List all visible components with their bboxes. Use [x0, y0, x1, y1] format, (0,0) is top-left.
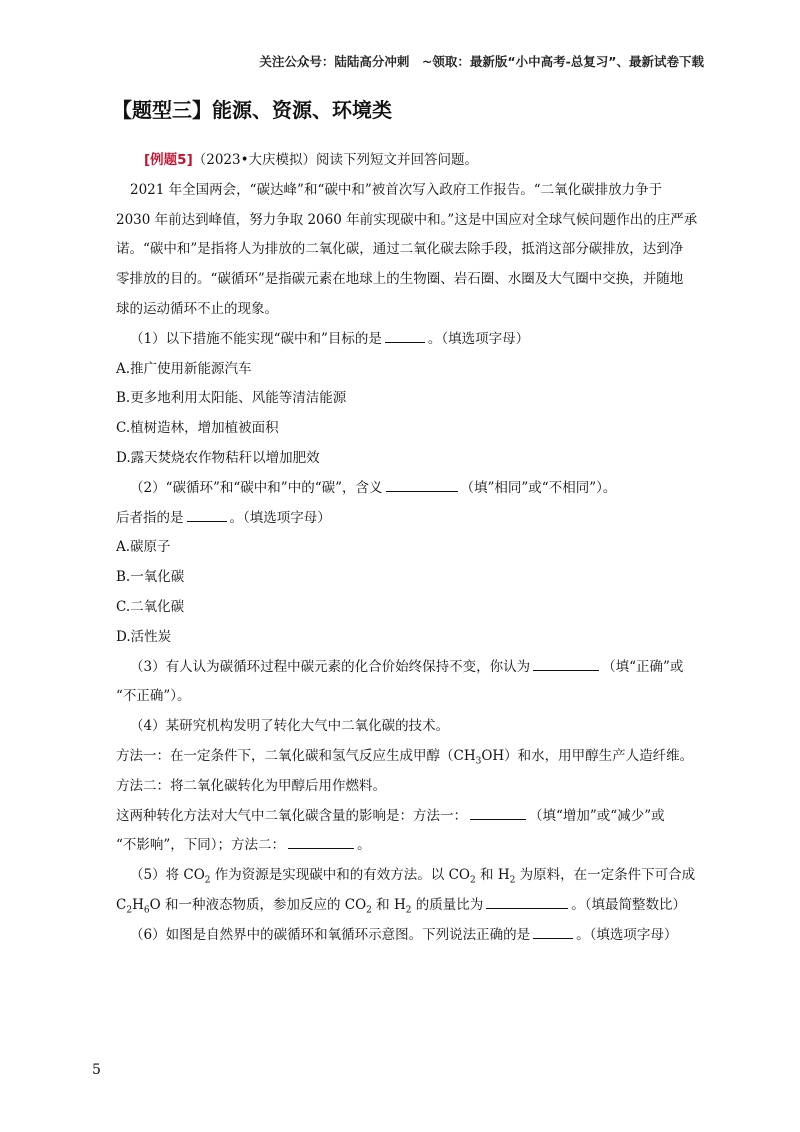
answer-blank[interactable] [288, 832, 354, 849]
question-5-line2: $C_2H_6O$ 和一种液态物质，参加反应的 $CO_2$ 和 $H_2$ 的质量比为 。（填最简整数比） [116, 891, 716, 921]
answer-blank[interactable] [533, 654, 599, 671]
option: C.二氧化碳 [116, 598, 185, 615]
option: C.植树造林，增加植被面积 [116, 420, 279, 437]
passage-line: 2030 年前达到峰值，努力争取 2060 年前实现碳中和。”这是中国应对全球气候问题作出的庄严承 [116, 211, 698, 228]
option: B.一氧化碳 [116, 569, 185, 586]
page-number: 5 [92, 1062, 101, 1078]
question-4: （4）某研究机构发明了转化大气中二氧化碳的技术。 [130, 718, 450, 735]
question-5: （5）将 $CO_2$ 作为资源是实现碳中和的有效方法。以 $CO_2$ 和 $H_2$ 为原料，在一定条件下可合成 [130, 867, 696, 886]
option: D.活性炭 [116, 628, 172, 645]
option: D.露天焚烧农作物秸秆以增加肥效 [116, 449, 320, 466]
passage-line: 零排放的目的。“碳循环”是指碳元素在地球上的生物圈、岩石圈、水圈及大气圈中交换，并随地 [116, 271, 684, 288]
example-label: [例题5] [144, 152, 193, 168]
question-2-line2: 后者指的是 。（填选项字母） [116, 504, 716, 534]
example-heading [116, 146, 716, 176]
example-intro: （2023•大庆模拟）阅读下列短文并回答问题。 [192, 152, 479, 168]
answer-blank[interactable] [486, 892, 568, 909]
question-4-line2: “不影响”，下同）；方法二： 。 [116, 831, 716, 861]
question-6: （6）如图是自然界中的碳循环和氧循环示意图。下列说法正确的是 。（填选项字母） [116, 921, 716, 951]
question-2: （2）“碳循环”和“碳中和”中的“碳”，含义 （填”相同”或“不相同”）。 [116, 474, 716, 504]
option: A.碳原子 [116, 539, 171, 556]
question-3-line2: “不正确”）。 [116, 688, 191, 705]
answer-blank[interactable] [470, 803, 526, 820]
section-title: 【题型三】能源、资源、环境类 [112, 98, 392, 122]
document-body [116, 146, 716, 951]
answer-blank[interactable] [386, 475, 458, 492]
answer-blank[interactable] [385, 326, 425, 343]
question-4-effect: 这两种转化方法对大气中二氧化碳含量的影响是：方法一： （填“增加”或“减少”或 [116, 802, 716, 832]
passage-line: 球的运动循环不止的现象。 [116, 300, 278, 317]
passage-line: 诺。“碳中和”是指将人为排放的二氧化碳，通过二氧化碳去除手段，抵消这部分碳排放，达到净 [116, 241, 684, 258]
option: B.更多地利用太阳能、风能等清洁能源 [116, 390, 347, 407]
page-header: 关注公众号：陆陆高分冲刺 ~领取：最新版“小中高考-总复习”、最新试卷下载 [259, 54, 704, 69]
answer-blank[interactable] [187, 505, 227, 522]
option: A.推广使用新能源汽车 [116, 360, 252, 377]
method-2: 方法二：将二氧化碳转化为甲醇后用作燃料。 [116, 777, 386, 794]
question-3: （3）有人认为碳循环过程中碳元素的化合价始终保持不变，你认为 （填“正确”或 [116, 653, 716, 683]
question-1: （1）以下措施不能实现“碳中和”目标的是 。（填选项字母） [116, 325, 716, 355]
answer-blank[interactable] [533, 922, 573, 939]
passage-line: 2021 年全国两会，“碳达峰”和“碳中和”被首次写入政府工作报告。“二氧化碳排放力争于 [130, 181, 663, 198]
method-1: 方法一：在一定条件下，二氧化碳和氢气反应生成甲醇$(CH_3OH)$和水，用甲醇生产人造纤维。 [116, 747, 694, 767]
